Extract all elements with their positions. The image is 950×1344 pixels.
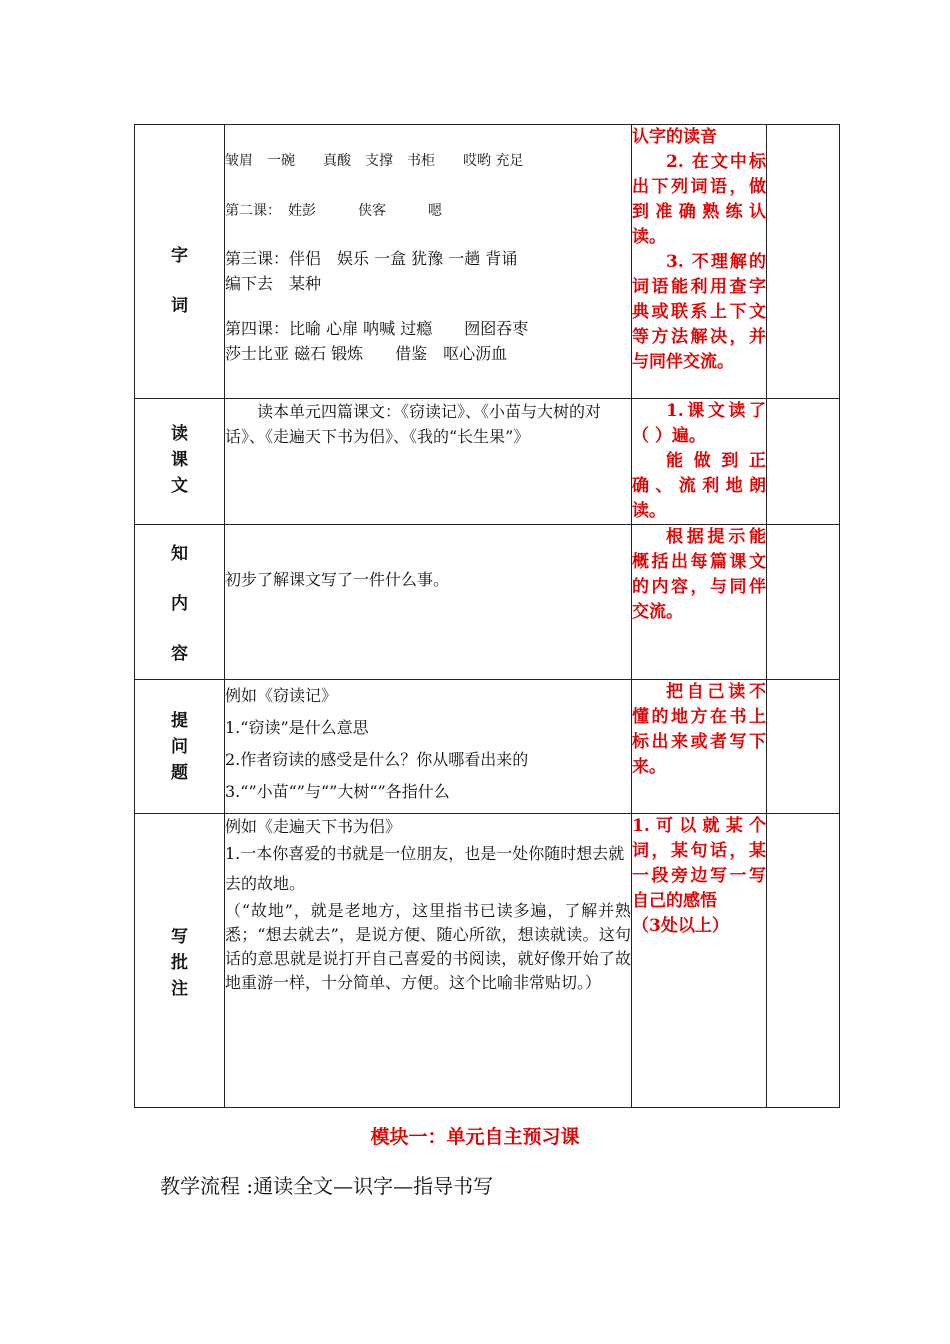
reading-content: 读本单元四篇课文：《窃读记》、《小苗与大树的对话》、《走遍天下书为侣》、《我的“长生果”》 (225, 399, 632, 525)
content-goal: 根据提示能概括出每篇课文的内容，与同伴交流。 (632, 525, 767, 680)
table-row-words (135, 125, 840, 399)
table-row-content (135, 525, 840, 680)
words-goal: 认字的读音 2. 在文中标出下列词语，做到准确熟练认读。 3. 不理解的词语能利用查字典或联系上下文等方法解决，并与同伴交流。 (632, 125, 767, 399)
content-text: 初步了解课文写了一件什么事。 (225, 525, 632, 680)
questions-goal: 把自己读不懂的地方在书上标出来或者写下来。 (632, 680, 767, 814)
table-row-questions (135, 680, 840, 814)
row-label-content: 知内容 (135, 525, 225, 680)
row-label-questions: 提问题 (135, 680, 225, 814)
row-label-words: 字 词 (135, 125, 225, 399)
module-title: 模块一：单元自主预习课 (370, 1126, 580, 1148)
row-label-annotation: 写批注 (135, 814, 225, 1108)
questions-content: 例如《窃读记》 1.“窃读”是什么意思 2.作者窃读的感受是什么？你从哪看出来的 3.“”小苗“”与“”大树“”各指什么 (225, 680, 632, 814)
table-row-reading (135, 399, 840, 525)
annotation-goal: 1.可以就某个词，某句话，某一段旁边写一写自己的感悟 （3处以上） (632, 814, 767, 1108)
blank-cell (767, 525, 840, 680)
blank-cell (767, 125, 840, 399)
blank-cell (767, 399, 840, 525)
table-row-annotation (135, 814, 840, 1108)
lesson-plan-table (134, 124, 840, 1108)
teaching-flow: 教学流程 :通读全文—识字—指导书写 (160, 1174, 494, 1198)
reading-goal: 1.课文读了（ ）遍。 能做到正确、流利地朗读。 (632, 399, 767, 525)
blank-cell (767, 814, 840, 1108)
annotation-content: 例如《走遍天下书为侣》 1.一本你喜爱的书就是一位朋友，也是一处你随时想去就去的故地。 （“故地”，就是老地方，这里指书已读多遍，了解并熟悉；“想去就去”，是说方便、随心所欲，想读就读。这句话的意思就是说打开自己喜爱的书阅读，就好像开始了故地重游一样，十分简单、方便。这个比喻非常贴切。） (225, 814, 632, 1108)
blank-cell (767, 680, 840, 814)
words-content: 皱眉 一碗 真酸 支撑 书柜 哎哟 充足 第二课： 姓彭 侠客 嗯 第三课：伴侣 娱乐 一盒 犹豫 一趟 背诵 编下去 某种 第四课：比喻 心扉 呐喊 过瘾 囫囵吞枣 莎士比亚 磁石 锻炼 借鉴 呕心沥血 (225, 125, 632, 399)
row-label-reading: 读课文 (135, 399, 225, 525)
